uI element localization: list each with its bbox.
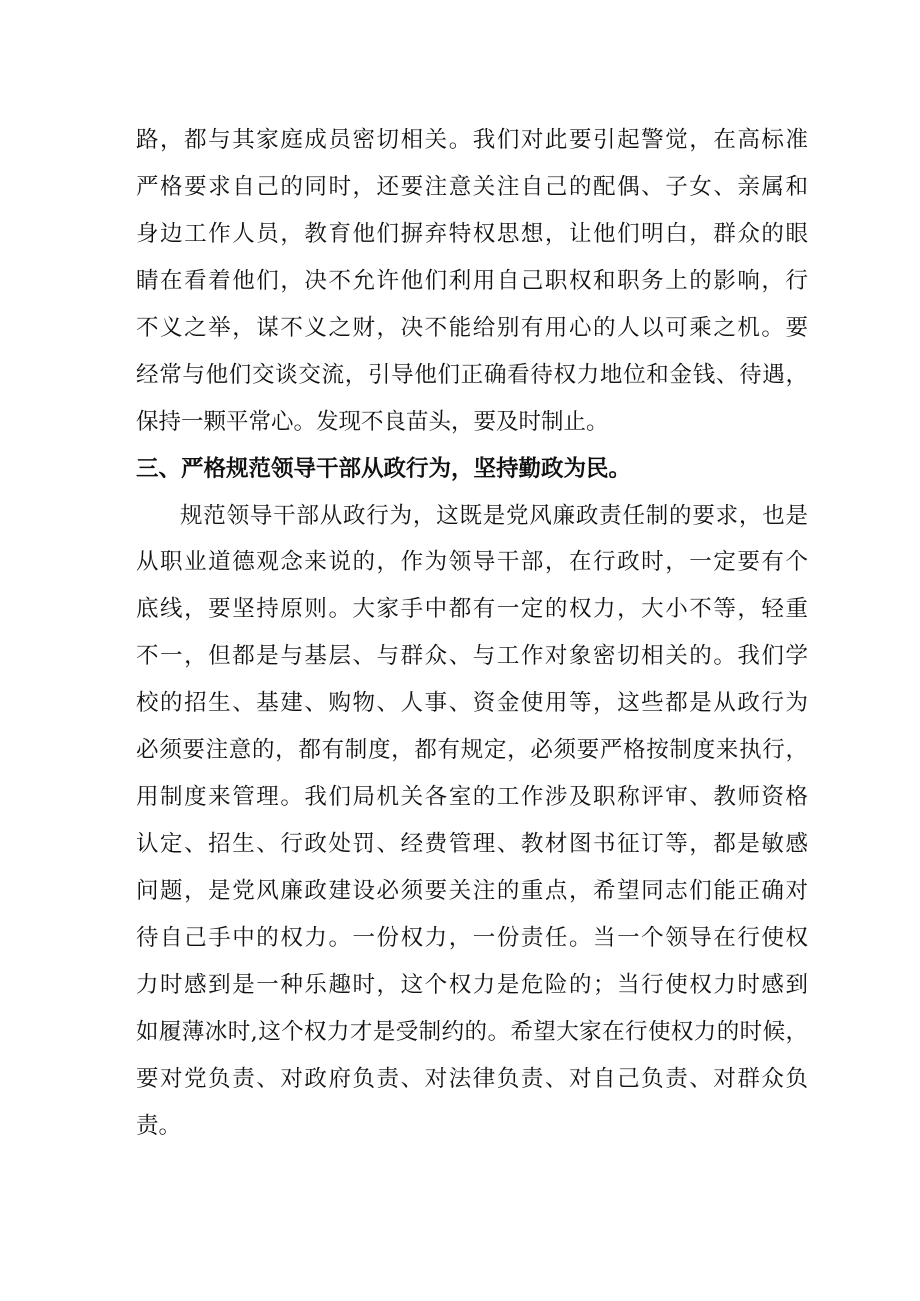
paragraph-line: 责。 <box>136 1112 182 1139</box>
paragraph-line: 路，都与其家庭成员密切相关。我们对此要引起警觉，在高标准 <box>136 127 808 153</box>
paragraph-line: 身边工作人员，教育他们摒弃特权思想，让他们明白，群众的眼 <box>136 220 808 247</box>
paragraph-line: 如履薄冰时,这个权力才是受制约的。希望大家在行使权力的时候， <box>136 1018 808 1045</box>
paragraph-line: 要对党负责、对政府负责、对法律负责、对自己负责、对群众负 <box>136 1065 808 1092</box>
paragraph-line: 待自己手中的权力。一份权力，一份责任。当一个领导在行使权 <box>136 924 808 951</box>
paragraph-line: 经常与他们交谈交流，引导他们正确看待权力地位和金钱、待遇， <box>136 361 808 388</box>
paragraph-line: 力时感到是一种乐趣时，这个权力是危险的；当行使权力时感到 <box>136 971 808 998</box>
document-body <box>136 117 808 1150</box>
paragraph-line: 认定、招生、行政处罚、经费管理、教材图书征订等，都是敏感 <box>136 831 808 858</box>
paragraph-line: 睛在看着他们，决不允许他们利用自己职权和职务上的影响，行 <box>136 267 808 294</box>
paragraph-line: 必须要注意的，都有制度，都有规定，必须要严格按制度来执行， <box>136 737 808 764</box>
paragraph-line: 从职业道德观念来说的，作为领导干部，在行政时，一定要有个 <box>136 549 808 576</box>
paragraph-line: 严格要求自己的同时，还要注意关注自己的配偶、子女、亲属和 <box>136 173 808 200</box>
paragraph-line: 底线，要坚持原则。大家手中都有一定的权力，大小不等，轻重 <box>136 596 808 623</box>
paragraph-line: 不一，但都是与基层、与群众、与工作对象密切相关的。我们学 <box>136 643 808 670</box>
paragraph-line: 保持一颗平常心。发现不良苗头，要及时制止。 <box>136 408 609 435</box>
paragraph-line: 校的招生、基建、购物、人事、资金使用等，这些都是从政行为 <box>136 690 808 717</box>
section-heading: 三、严格规范领导干部从政行为，坚持勤政为民。 <box>136 455 632 482</box>
paragraph-line: 用制度来管理。我们局机关各室的工作涉及职称评审、教师资格 <box>136 784 808 811</box>
paragraph-line: 问题，是党风廉政建设必须要关注的重点，希望同志们能正确对 <box>136 878 808 904</box>
paragraph-line: 不义之举，谋不义之财，决不能给别有用心的人以可乘之机。要 <box>136 314 808 341</box>
paragraph-line: 规范领导干部从政行为，这既是党风廉政责任制的要求，也是 <box>180 502 808 529</box>
